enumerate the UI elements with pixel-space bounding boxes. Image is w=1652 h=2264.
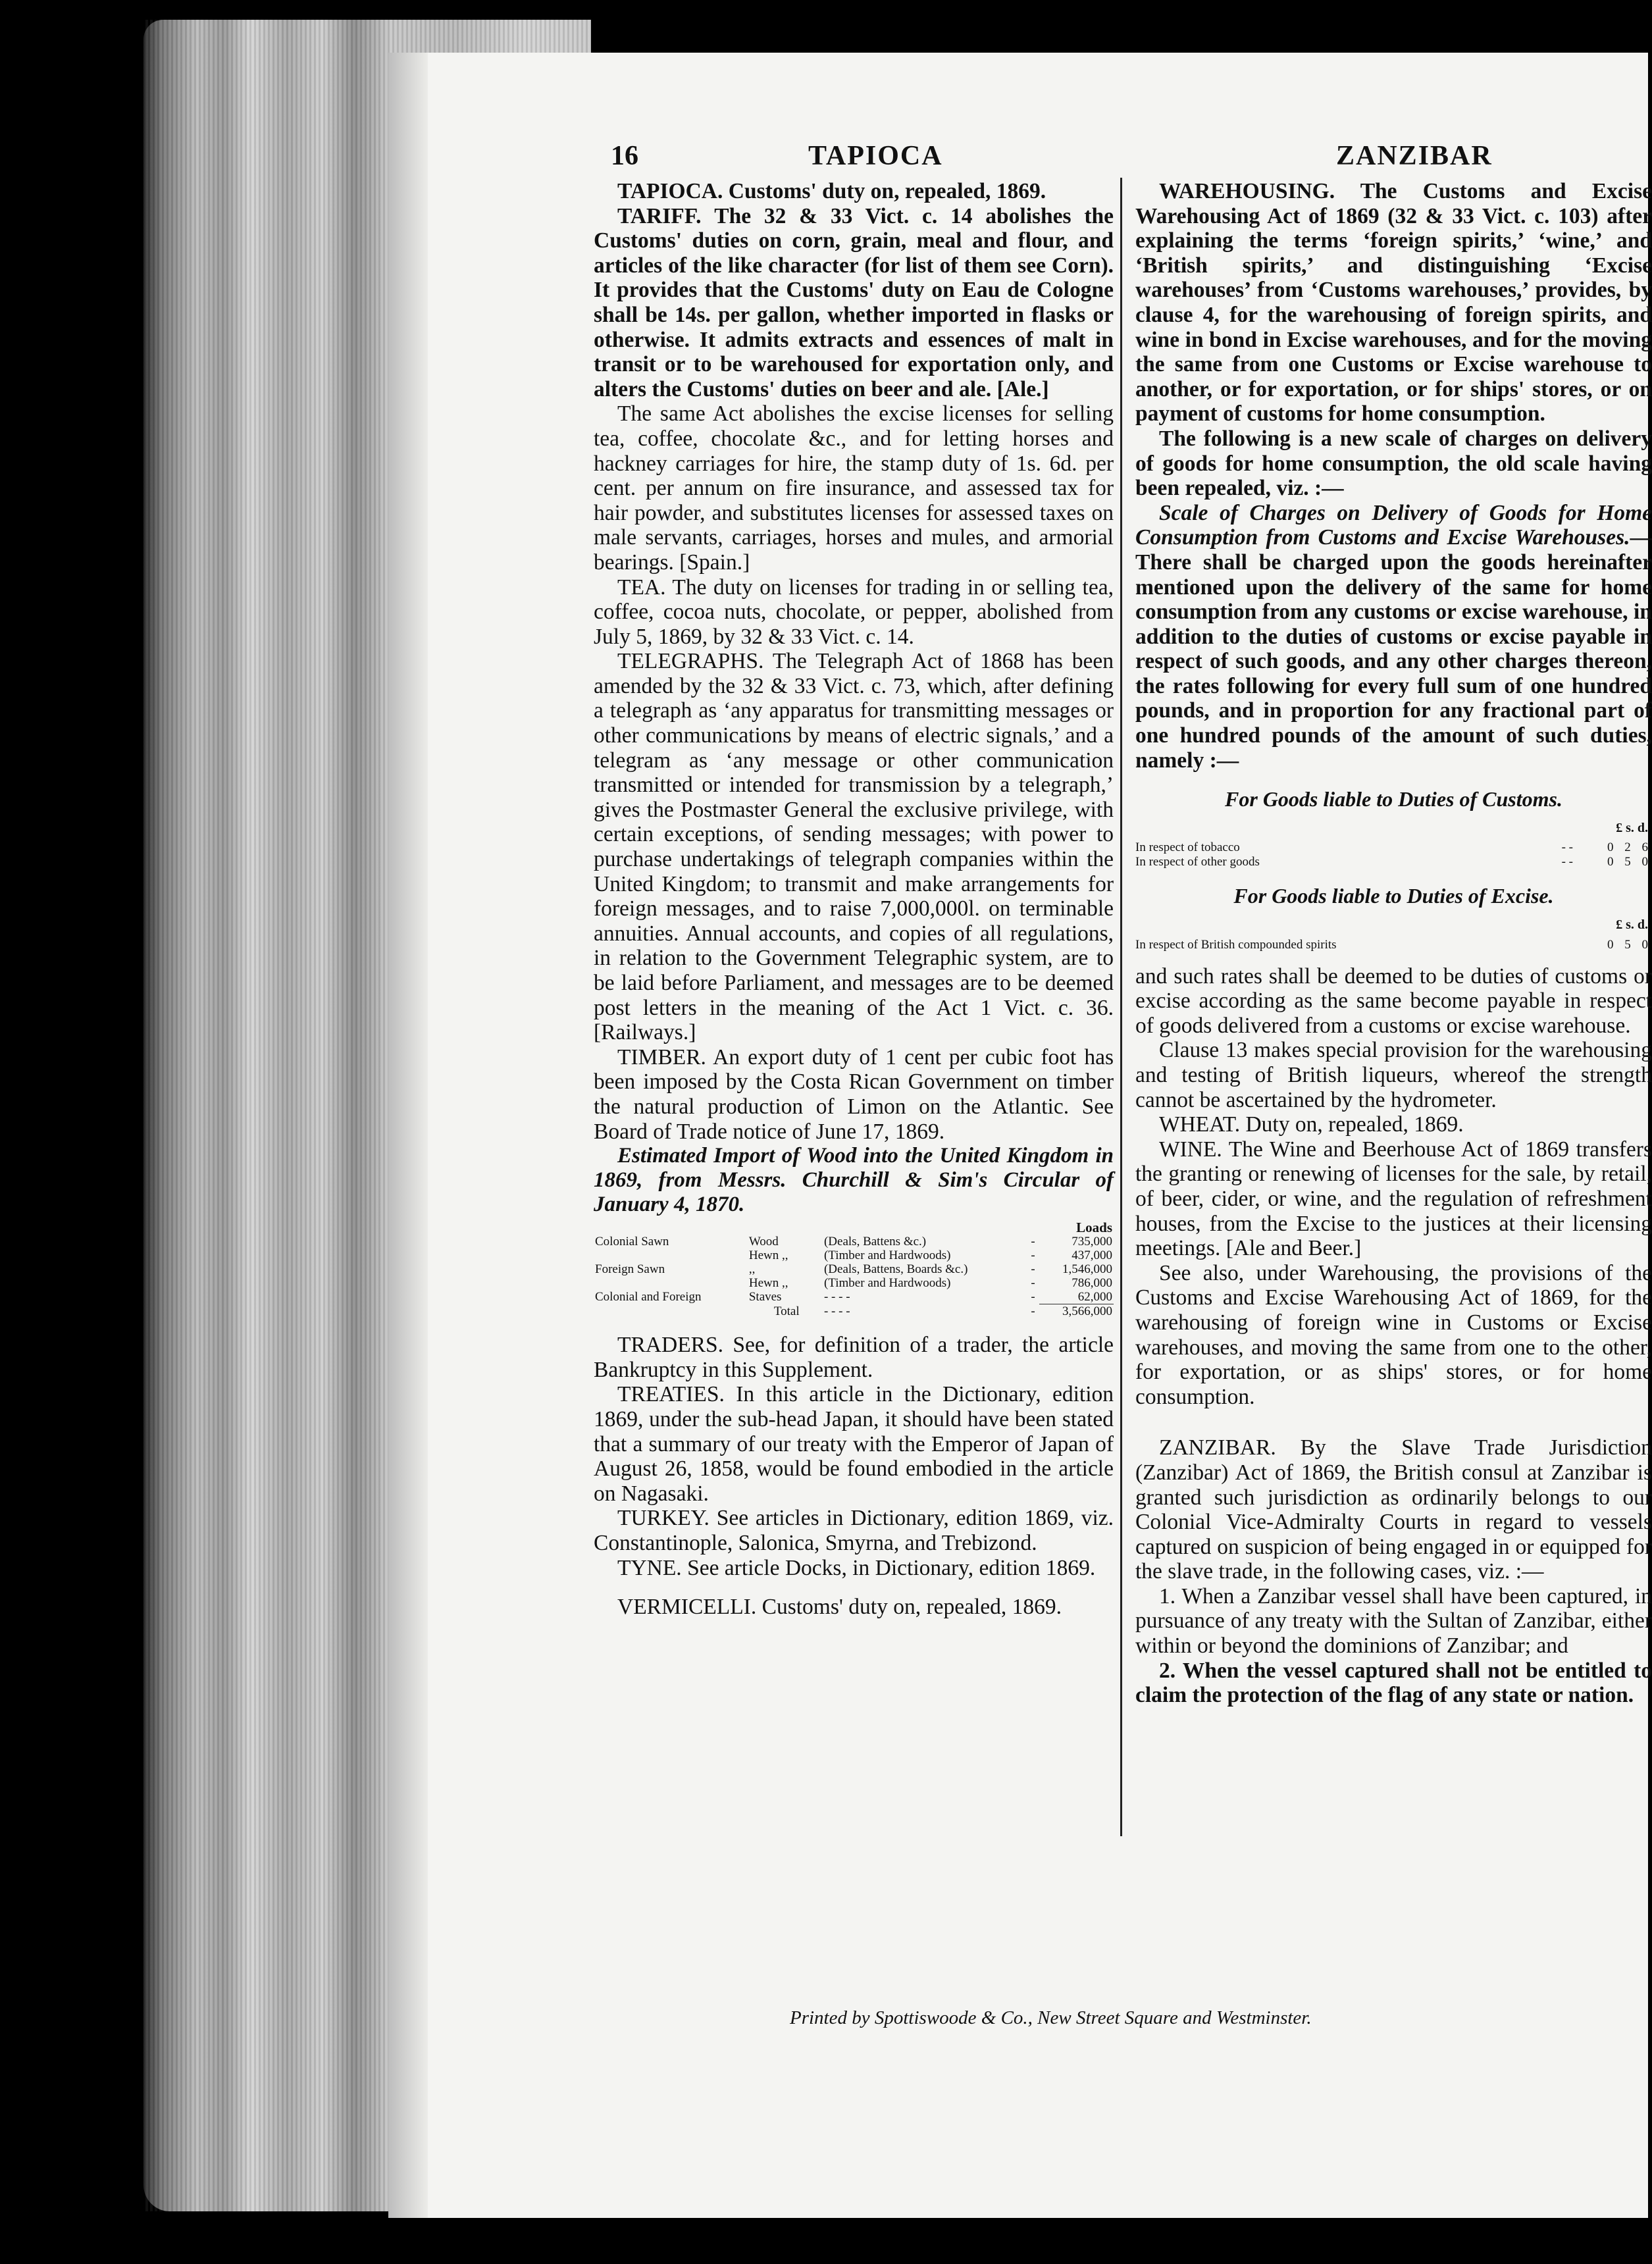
entry-heading: TAPIOCA. [617, 179, 723, 203]
paragraph-following: The following is a new scale of charges on delivery of goods for home consumption, the old scale having been repealed, viz. :— [1135, 426, 1652, 501]
entry-text: See, for definition of a trader, the article Bankruptcy in this Supplement. [594, 1333, 1114, 1382]
schedule-row [1135, 855, 1652, 869]
row-dots: - - [1561, 855, 1573, 869]
entry-heading: TURKEY. [617, 1506, 710, 1531]
cell: Colonial and Foreign [595, 1290, 702, 1304]
entry-text: The Wine and Beerhouse Act of 1869 transfers the granting or renewing of licenses for the sale, by retail, of beer, cider, or wine, and the regulation of refreshment houses, from the Excise to the justices at their licensing meetings. [Ale and Beer.] [1135, 1137, 1652, 1261]
entry-heading: TARIFF. [617, 203, 702, 228]
table-row [594, 1248, 1114, 1262]
entry-zanzibar [1135, 1435, 1652, 1584]
paragraph-see-also: See also, under Warehousing, the provisions of the Customs and Excise Warehousing Act of 1869, for the warehousing of foreign wine in Customs or Excise warehouses, and moving the same from one to the other, for exportation, or as ships' stores, or for home consumption. [1135, 1260, 1652, 1409]
table-row [594, 1290, 1114, 1304]
cell: (Timber and Hardwoods) [823, 1276, 951, 1291]
wood-import-title: Estimated Import of Wood into the United Kingdom in 1869, from Messrs. Churchill & Sim's Circular of January 4, 1870. [594, 1144, 1114, 1217]
cell [594, 1276, 748, 1290]
entry-heading: TIMBER. [617, 1044, 706, 1069]
right-column [1135, 179, 1652, 1708]
entry-heading: TYNE. [617, 1555, 682, 1580]
table-total-row: Total - - - - - 3,566,000 [594, 1304, 1114, 1319]
paragraph-case-1: 1. When a Zanzibar vessel shall have been captured, in pursuance of any treaty with the Sultan of Zanzibar, either within or beyond the dominions of Zanzibar; and [1135, 1583, 1652, 1659]
cell: ,, [748, 1262, 756, 1277]
cell: - - - - [823, 1304, 850, 1318]
row-label: In respect of tobacco [1135, 840, 1240, 855]
wood-units: Loads [1076, 1220, 1112, 1236]
row-amount: 0 2 6 [1607, 840, 1652, 855]
entry-tariff [594, 204, 1114, 402]
cell-value: 735,000 [1071, 1235, 1112, 1249]
entry-text: See articles in Dictionary, edition 1869, viz. Constantinople, Salonica, Smyrna, and Trebizond. [594, 1506, 1114, 1555]
left-column [594, 179, 1114, 1620]
entry-heading: TREATIES. [617, 1382, 725, 1407]
entry-heading: VERMICELLI. [617, 1595, 757, 1620]
running-head-right: ZANZIBAR [1336, 141, 1493, 171]
cell: Wood [748, 1235, 779, 1249]
running-head [611, 140, 1648, 177]
cell: - [1031, 1235, 1035, 1249]
customs-units: £ s. d. [1616, 820, 1648, 835]
schedule-row [1135, 840, 1652, 855]
cell: (Deals, Battens, Boards &c.) [823, 1262, 968, 1277]
row-amount: 0 5 0 [1607, 855, 1652, 869]
entry-heading: TEA. [617, 575, 666, 600]
wood-import-table [594, 1221, 1114, 1318]
scale-heading: Scale of Charges on Delivery of Goods for Home Consumption from Customs and Excise Warehouses. [1135, 500, 1652, 550]
cell-value: 62,000 [1039, 1290, 1114, 1304]
cell: - [1031, 1262, 1035, 1277]
entry-tea [594, 575, 1114, 650]
schedule-row [1135, 938, 1652, 952]
entry-telegraphs [594, 649, 1114, 1045]
row-label: In respect of British compounded spirits [1135, 937, 1337, 952]
entry-text: The Customs and Excise Warehousing Act of 1869 (32 & 33 Vict. c. 103) after explaining the terms ‘foreign spirits,’ ‘wine,’ and ‘British spirits,’ and distinguishing ‘Excise warehouses’ from ‘Customs warehouses,’ provides, by clause 4, for the warehousing of foreign spirits, and wine in bond in Excise warehouses, and for the moving the same from one Customs or Excise warehouse to another, or for exportation, or for ships' stores, or on payment of customs for home consumption. [1135, 179, 1652, 426]
entry-heading: WINE. [1159, 1137, 1222, 1162]
entry-text: The duty on licenses for trading in or selling tea, coffee, cocoa nuts, chocolate, or pepper, abolished from July 5, 1869, by 32 & 33 Vict. c. 14. [594, 575, 1114, 649]
cell-value: 1,546,000 [1062, 1262, 1112, 1277]
running-head-left: TAPIOCA [808, 141, 943, 171]
cell: Staves [748, 1290, 782, 1304]
scale-text: —There shall be charged upon the goods hereinafter mentioned upon the delivery of the same for home consumption from any customs or excise warehouse, in addition to the duties of customs or excise payable in respect of such goods, and any other charges thereon, the rates following for every full sum of one hundred pounds, and in proportion for any fractional part of one hundred pounds of the amount of such duties, namely :— [1135, 525, 1652, 773]
cell: Foreign Sawn [595, 1262, 665, 1277]
paragraph-same-act: The same Act abolishes the excise licenses for selling tea, coffee, chocolate &c., and for letting horses and hackney carriages for hire, the stamp duty of 1s. 6d. per cent. per annum on fire insurance, and assessed tax for hair powder, and substitutes licenses for assessed taxes on male servants, carriages, horses and mules, and armorial bearings. [Spain.] [594, 401, 1114, 575]
entry-heading: TELEGRAPHS. [617, 649, 764, 674]
entry-tapioca [594, 179, 1114, 204]
table-row [594, 1235, 1114, 1248]
excise-schedule-title: For Goods liable to Duties of Excise. [1233, 884, 1554, 908]
entry-text: The Telegraph Act of 1868 has been amended by the 32 & 33 Vict. c. 73, which, after defining a telegraph as ‘any apparatus for transmitting messages or other communications by means of electric signals,’ and a telegram as ‘any message or other communication transmitted or intended for transmission by a telegraph,’ gives the Postmaster General the exclusive privilege, with certain exceptions, of sending messages; with power to purchase undertakings of telegraph companies within the United Kingdom; to transmit and make arrangements for foreign messages, and to raise 7,000,000l. on terminable annuities. Annual accounts, and copies of all regulations, in relation to the Government Telegraphic system, are to be laid before Parliament, and messages are to be deemed post letters in the meaning of the Act 1 Vict. c. 36. [Railways.] [594, 649, 1114, 1045]
entry-text: An export duty of 1 cent per cubic foot has been imposed by the Costa Rican Government on timber the natural production of Limon on the Atlantic. See Board of Trade notice of June 17, 1869. [594, 1044, 1114, 1144]
row-amount: 0 5 0 [1607, 937, 1652, 952]
cell: (Timber and Hardwoods) [823, 1248, 951, 1263]
entry-text: Duty on, repealed, 1869. [1245, 1112, 1464, 1137]
entry-heading: WAREHOUSING. [1159, 179, 1335, 203]
column-rule [1120, 178, 1122, 1836]
entry-timber [594, 1045, 1114, 1144]
entry-warehousing [1135, 179, 1652, 426]
entry-turkey [594, 1506, 1114, 1555]
cell: - [1031, 1276, 1035, 1291]
entry-text: The 32 & 33 Vict. c. 14 abolishes the Customs' duties on corn, grain, meal and flour, and articles of the like character (for list of them see Corn). It provides that the Customs' duty on Eau de Cologne shall be 14s. per gallon, whether imported in flasks or otherwise. It admits extracts and essences of malt in transit or to be warehoused for exportation only, and alters the Customs' duties on beer and ale. [Ale.] [594, 203, 1114, 401]
entry-treaties [594, 1382, 1114, 1506]
entry-heading: WHEAT. [1159, 1112, 1241, 1137]
cell [594, 1248, 748, 1262]
paragraph-clause-13: Clause 13 makes special provision for the warehousing and testing of British liqueurs, whereof the strength cannot be ascertained by the hydrometer. [1135, 1038, 1652, 1112]
entry-text: By the Slave Trade Jurisdiction (Zanzibar) Act of 1869, the British consul at Zanzibar is granted such jurisdiction as ordinarily belongs to our Colonial Vice-Admiralty Courts in regard to vessels captured on suspicion of being engaged in or equipped for the slave trade, in the following cases, viz. :— [1135, 1435, 1652, 1584]
excise-units: £ s. d. [1616, 917, 1648, 933]
cell: (Deals, Battens &c.) [823, 1235, 927, 1249]
entry-heading: TRADERS. [617, 1333, 724, 1358]
entry-traders [594, 1333, 1114, 1382]
row-label: In respect of other goods [1135, 855, 1260, 869]
entry-heading: ZANZIBAR. [1159, 1435, 1276, 1460]
row-dots: - - [1561, 840, 1573, 855]
cell: Colonial Sawn [595, 1235, 669, 1249]
cell: - - - - [823, 1290, 850, 1304]
entry-text: See article Docks, in Dictionary, edition 1869. [687, 1555, 1096, 1580]
entry-text: Customs' duty on, repealed, 1869. [728, 179, 1046, 203]
customs-schedule-title: For Goods liable to Duties of Customs. [1225, 787, 1562, 811]
entry-tyne [594, 1556, 1114, 1581]
page-number: 16 [611, 141, 638, 171]
cell-value: 437,000 [1071, 1248, 1112, 1263]
cell: Hewn ,, [748, 1248, 788, 1263]
cell: Hewn ,, [748, 1276, 788, 1291]
cell: - [1031, 1248, 1035, 1263]
table-row [594, 1276, 1114, 1290]
cell-value: 786,000 [1071, 1276, 1112, 1291]
paragraph-scale [1135, 501, 1652, 773]
entry-wheat [1135, 1112, 1652, 1137]
entry-wine [1135, 1137, 1652, 1261]
entry-text: Customs' duty on, repealed, 1869. [761, 1595, 1062, 1620]
table-row [594, 1262, 1114, 1276]
entry-vermicelli [594, 1595, 1114, 1620]
paragraph-case-2: 2. When the vessel captured shall not be entitled to claim the protection of the flag of any state or nation. [1135, 1658, 1652, 1708]
total-label: Total [773, 1304, 800, 1318]
paragraph-such-rates: and such rates shall be deemed to be duties of customs or excise according as the same become payable in respect of goods delivered from a customs or excise warehouse. [1135, 964, 1652, 1038]
entry-text: In this article in the Dictionary, edition 1869, under the sub-head Japan, it should have been stated that a summary of our treaty with the Emperor of Japan of August 26, 1858, would be found embodied in the article on Nagasaki. [594, 1382, 1114, 1506]
total-value: 3,566,000 [1062, 1304, 1112, 1319]
printer-imprint: Printed by Spottiswoode & Co., New Street Square and Westminster. [790, 2007, 1312, 2028]
cell: - [1031, 1290, 1035, 1304]
